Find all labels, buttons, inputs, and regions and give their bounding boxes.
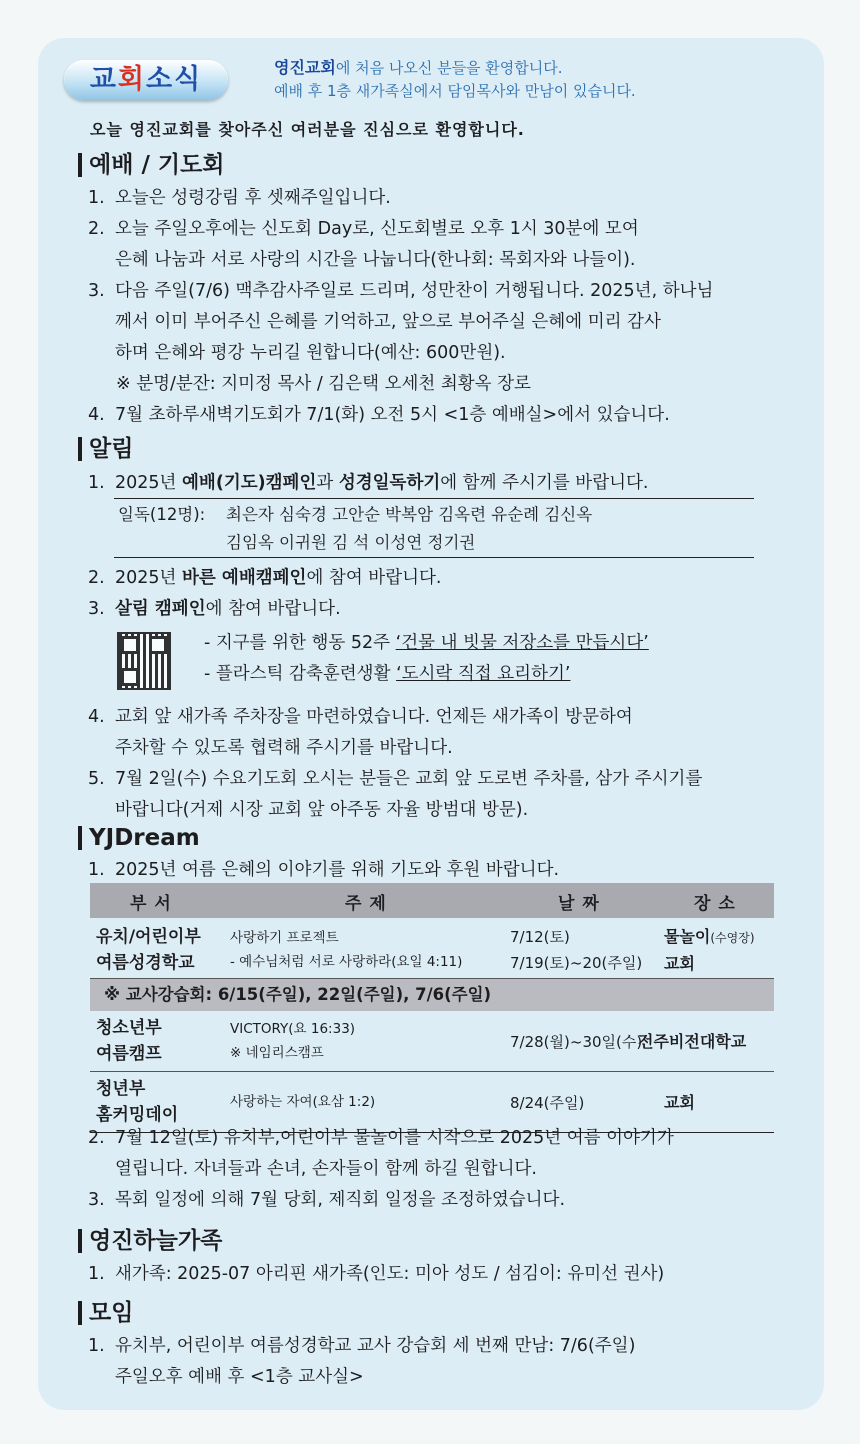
qr-code-icon[interactable]	[117, 632, 171, 690]
notice-item-2	[88, 563, 778, 594]
section-notice: 알림	[78, 437, 133, 461]
worship-item-4	[88, 400, 778, 431]
item-number: 2.	[88, 1128, 105, 1148]
section-family: 영진하늘가족	[78, 1229, 222, 1253]
item-number: 3.	[88, 281, 105, 301]
place-line-1: 물놀이	[664, 927, 711, 946]
worship-item-2	[88, 214, 778, 276]
qr-corner	[149, 636, 167, 654]
section-meeting: 모임	[78, 1301, 133, 1325]
item-text-line-3: 하며 은혜와 평강 누리길 원합니다(예산: 600만원).	[115, 343, 506, 363]
header-date: 날짜	[558, 894, 607, 914]
date-line-2: 7/19(토)~20(주일)	[510, 954, 643, 972]
item-text: 목회 일정에 의해 7월 당회, 제직회 일정을 조정하였습니다.	[115, 1190, 566, 1210]
header-topic: 주제	[345, 894, 394, 914]
item-text	[115, 468, 778, 499]
section-yjdream: YJDream	[78, 826, 200, 850]
yjdream-item-3	[88, 1185, 778, 1216]
item-text-line-1: 다음 주일(7/6) 맥추감사주일로 드리며, 성만찬이 거행됩니다. 2025년, 하나님	[115, 281, 714, 301]
yjdream-item-2	[88, 1123, 778, 1185]
item-number: 2.	[88, 219, 105, 239]
text-part: 에 참여 바랍니다.	[205, 599, 341, 619]
notice-item-5	[88, 764, 778, 826]
dept-line-1: 청년부	[96, 1079, 146, 1099]
right-worship-campaign: 바른 예배캠페인	[182, 568, 307, 588]
dept-line-2: 여름캠프	[96, 1044, 162, 1064]
dept-line-1: 유치/어린이부	[96, 927, 201, 947]
qr-corner	[121, 636, 139, 654]
item-text-line-2: 열립니다. 자녀들과 손녀, 손자들이 함께 하길 원합니다.	[115, 1159, 537, 1179]
reading-names	[226, 501, 746, 557]
dept-line-2: 홈커밍데이	[96, 1105, 179, 1125]
place-line-2: 교회	[664, 954, 695, 973]
text-part: 과	[316, 473, 339, 493]
dept-cell	[96, 1015, 162, 1067]
table-row	[90, 1011, 774, 1072]
dept-cell	[96, 924, 201, 976]
item-text: 2025년 여름 은혜의 이야기를 위해 기도와 후원 바랍니다.	[115, 860, 560, 880]
item-text-line-1: 오늘 주일오후에는 신도회 Day로, 신도회별로 오후 1시 30분에 모여	[115, 219, 639, 239]
item-number: 5.	[88, 769, 105, 789]
notice-item-3	[88, 594, 778, 625]
item-number: 3.	[88, 599, 105, 619]
worship-campaign: 예배(기도)캠페인	[182, 473, 317, 493]
campaign-title-2: ‘도시락 직접 요리하기’	[396, 664, 571, 684]
reading-label: 일독(12명):	[118, 505, 206, 524]
topic-line-1: VICTORY(요 16:33)	[230, 1021, 356, 1037]
worship-item-3	[88, 276, 778, 369]
text-part: 2025년	[115, 568, 183, 588]
text-part: - 지구를 위한 행동 52주	[204, 633, 396, 653]
date-cell	[510, 924, 642, 976]
date-cell: 7/28(월)~30일(수)	[510, 1033, 643, 1051]
dept-cell	[96, 1076, 178, 1128]
dept-line-1: 청소년부	[96, 1018, 162, 1038]
item-number: 1.	[88, 860, 105, 880]
date-cell: 8/24(주일)	[510, 1094, 585, 1112]
item-number: 1.	[88, 188, 105, 208]
item-text	[115, 563, 778, 594]
item-number: 4.	[88, 405, 105, 425]
topic-line-2: ※ 네임리스캠프	[230, 1045, 324, 1061]
logo-char-2: 회	[117, 64, 146, 95]
tagline: 오늘 영진교회를 찾아주신 여러분을 진심으로 환영합니다.	[90, 120, 525, 139]
item-text-line-1: 7월 2일(수) 수요기도회 오시는 분들은 교회 앞 도로변 주차를, 삼가 주시기를	[115, 769, 703, 789]
item-number: 2.	[88, 568, 105, 588]
dept-line-2: 여름성경학교	[96, 953, 195, 973]
reading-names-line-1: 최은자 심숙경 고안순 박복암 김옥련 유순례 김신옥	[226, 505, 593, 524]
item-text-line-2: 께서 이미 부어주신 은혜를 기억하고, 앞으로 부어주실 은혜에 미리 감사	[115, 312, 661, 332]
text-part: 에 함께 주시기를 바랍니다.	[440, 473, 649, 493]
campaign-line-1	[204, 628, 649, 658]
place-note: (수영장)	[710, 931, 755, 945]
topic-line-2: - 예수님처럼 서로 사랑하라(요일 4:11)	[230, 954, 463, 970]
reading-names-line-2: 김임옥 이귀원 김 석 이성연 정기권	[226, 533, 476, 552]
date-line-1: 7/12(토)	[510, 928, 570, 946]
item-text: 7월 초하루새벽기도회가 7/1(화) 오전 5시 <1층 예배실>에서 있습니다.	[115, 405, 670, 425]
church-name: 영진교회	[274, 58, 336, 77]
item-number: 3.	[88, 1190, 105, 1210]
item-number: 1.	[88, 1264, 105, 1284]
header-place: 장소	[694, 894, 743, 914]
item-text-line-1: 7월 12일(토) 유치부,어린이부 물놀이를 시작으로 2025년 여름 이야기가	[115, 1128, 674, 1148]
text-part: 에 참여 바랍니다.	[306, 568, 442, 588]
table-header	[90, 883, 774, 918]
table-row	[90, 918, 774, 979]
logo-char-1: 교	[89, 64, 118, 95]
item-text	[115, 594, 778, 625]
header	[64, 56, 804, 110]
notice-item-4	[88, 702, 778, 764]
meeting-item-1	[88, 1331, 778, 1393]
notice-item-1	[88, 468, 778, 499]
item-text-line-2: 주일오후 예배 후 <1층 교사실>	[115, 1367, 364, 1387]
logo-char-3: 소식	[146, 64, 203, 95]
salim-campaign: 살림 캠페인	[115, 599, 206, 619]
item-number: 1.	[88, 473, 105, 493]
item-number: 4.	[88, 707, 105, 727]
item-text-line-2: 은혜 나눔과 서로 사랑의 시간을 나눕니다(한나회: 목회자와 나들이).	[115, 250, 636, 270]
place-cell: 교회	[664, 1093, 695, 1112]
item-text: 새가족: 2025-07 아리핀 새가족(인도: 미아 성도 / 섬김이: 유미선 권사)	[115, 1264, 665, 1284]
teacher-training-row: ※ 교사강습회: 6/15(주일), 22일(주일), 7/6(주일)	[90, 979, 774, 1011]
church-news-logo	[64, 60, 228, 100]
text-part: 2025년	[115, 473, 183, 493]
item-text-line-2: 주차할 수 있도록 협력해 주시기를 바랍니다.	[115, 738, 453, 758]
family-item-1	[88, 1259, 778, 1290]
campaign-line-2	[204, 659, 570, 689]
item-text-line-1: 교회 앞 새가족 주차장을 마련하였습니다. 언제든 새가족이 방문하여	[115, 707, 633, 727]
campaign-title-1: ‘건물 내 빗물 저장소를 만듭시다’	[395, 633, 649, 653]
place-cell: 전주비전대학교	[638, 1032, 747, 1051]
worship-item-1	[88, 183, 778, 214]
topic-cell	[230, 926, 462, 974]
yjdream-item-1	[88, 855, 778, 886]
bible-reading-box	[114, 498, 754, 558]
bible-reading: 성경일독하기	[338, 473, 441, 493]
item-text-line-2: 바랍니다(거제 시장 교회 앞 아주동 자율 방범대 방문).	[115, 800, 529, 820]
topic-cell: 사랑하는 자여(요삼 1:2)	[230, 1094, 376, 1110]
place-cell	[664, 924, 755, 977]
text-part: - 플라스틱 감축훈련생활	[204, 664, 397, 684]
topic-line-1: 사랑하기 프로젝트	[230, 930, 339, 946]
header-dept: 부서	[130, 894, 179, 914]
section-worship: 예배 / 기도회	[78, 153, 225, 177]
item-number: 1.	[88, 1336, 105, 1356]
welcome-line-1: 에 처음 나오신 분들을 환영합니다.	[335, 59, 563, 77]
welcome-text	[274, 56, 636, 103]
topic-cell	[230, 1017, 355, 1065]
summer-schedule-table	[90, 883, 774, 1133]
communion-note: ※ 분명/분잔: 지미정 목사 / 김은택 오세천 최황옥 장로	[116, 374, 531, 394]
welcome-line-2: 예배 후 1층 새가족실에서 담임목사와 만남이 있습니다.	[274, 82, 636, 100]
qr-corner	[121, 668, 139, 686]
item-text-line-1: 유치부, 어린이부 여름성경학교 교사 강습회 세 번째 만남: 7/6(주일)	[115, 1336, 636, 1356]
item-text: 오늘은 성령강림 후 셋째주일입니다.	[115, 188, 391, 208]
